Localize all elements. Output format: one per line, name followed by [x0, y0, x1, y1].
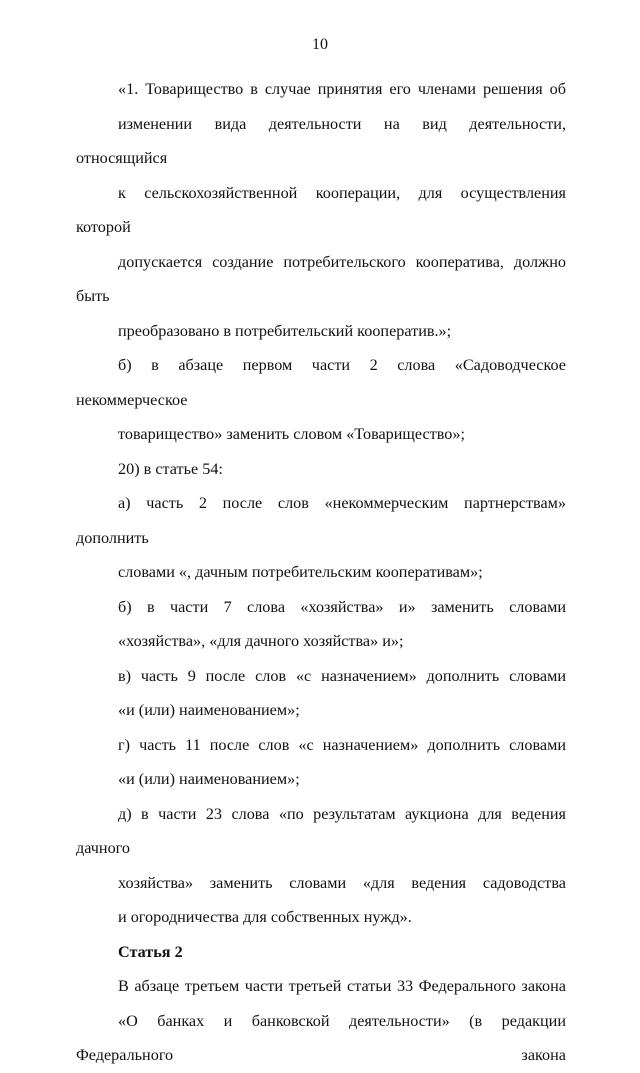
text-line: хозяйства» заменить словами «для ведения садоводства: [118, 873, 566, 892]
text-line: а) часть 2 после слов «некоммерческим партнерствам» дополнить: [76, 494, 566, 547]
text-line: д) в части 23 слова «по результатам аукциона для ведения дачного: [76, 804, 566, 857]
text-line: «1. Товарищество в случае принятия его членами решения об: [118, 80, 566, 98]
paragraph: [76, 728, 566, 797]
paragraph: [76, 486, 566, 590]
text-line: В абзаце третьем части третьей статьи 33 Федерального закона: [118, 977, 566, 995]
text-line: изменении вида деятельности на вид деятельности, относящийся: [76, 114, 566, 167]
paragraph: [76, 797, 566, 935]
text-line: 20) в статье 54:: [118, 459, 223, 478]
section-heading: [76, 935, 566, 970]
paragraph: [76, 348, 566, 452]
text-line: и огородничества для собственных нужд».: [118, 908, 412, 926]
text-line: в) часть 9 после слов «с назначением» дополнить словами: [118, 666, 566, 685]
text-line: «О банках и банковской деятельности» (в редакции Федерального закона: [76, 1011, 566, 1064]
text-line: преобразовано в потребительский кооператив.»;: [118, 321, 452, 340]
paragraph: [76, 590, 566, 659]
text-line: словами «, дачным потребительским кооперативам»;: [118, 563, 483, 581]
text-line: допускается создание потребительского кооператива, должно быть: [76, 252, 566, 305]
paragraph: [76, 452, 566, 487]
text-line: б) в части 7 слова «хозяйства» и» заменить словами: [118, 597, 566, 616]
text-line: «хозяйства», «для дачного хозяйства» и»;: [118, 632, 404, 650]
text-line: «и (или) наименованием»;: [118, 770, 300, 788]
text-line: г) часть 11 после слов «с назначением» дополнить словами: [118, 735, 566, 754]
paragraph: [76, 969, 566, 1073]
text-line: «и (или) наименованием»;: [118, 701, 300, 719]
text-line: Статья 2: [118, 942, 183, 961]
paragraph: [76, 72, 566, 348]
text-line: к сельскохозяйственной кооперации, для осуществления которой: [76, 183, 566, 236]
paragraph: [76, 659, 566, 728]
text-line: б) в абзаце первом части 2 слова «Садоводческое некоммерческое: [76, 356, 566, 409]
text-line: товарищество» заменить словом «Товарищество»;: [118, 425, 465, 443]
page-number: 10: [312, 36, 328, 53]
document-body: [76, 72, 566, 1073]
